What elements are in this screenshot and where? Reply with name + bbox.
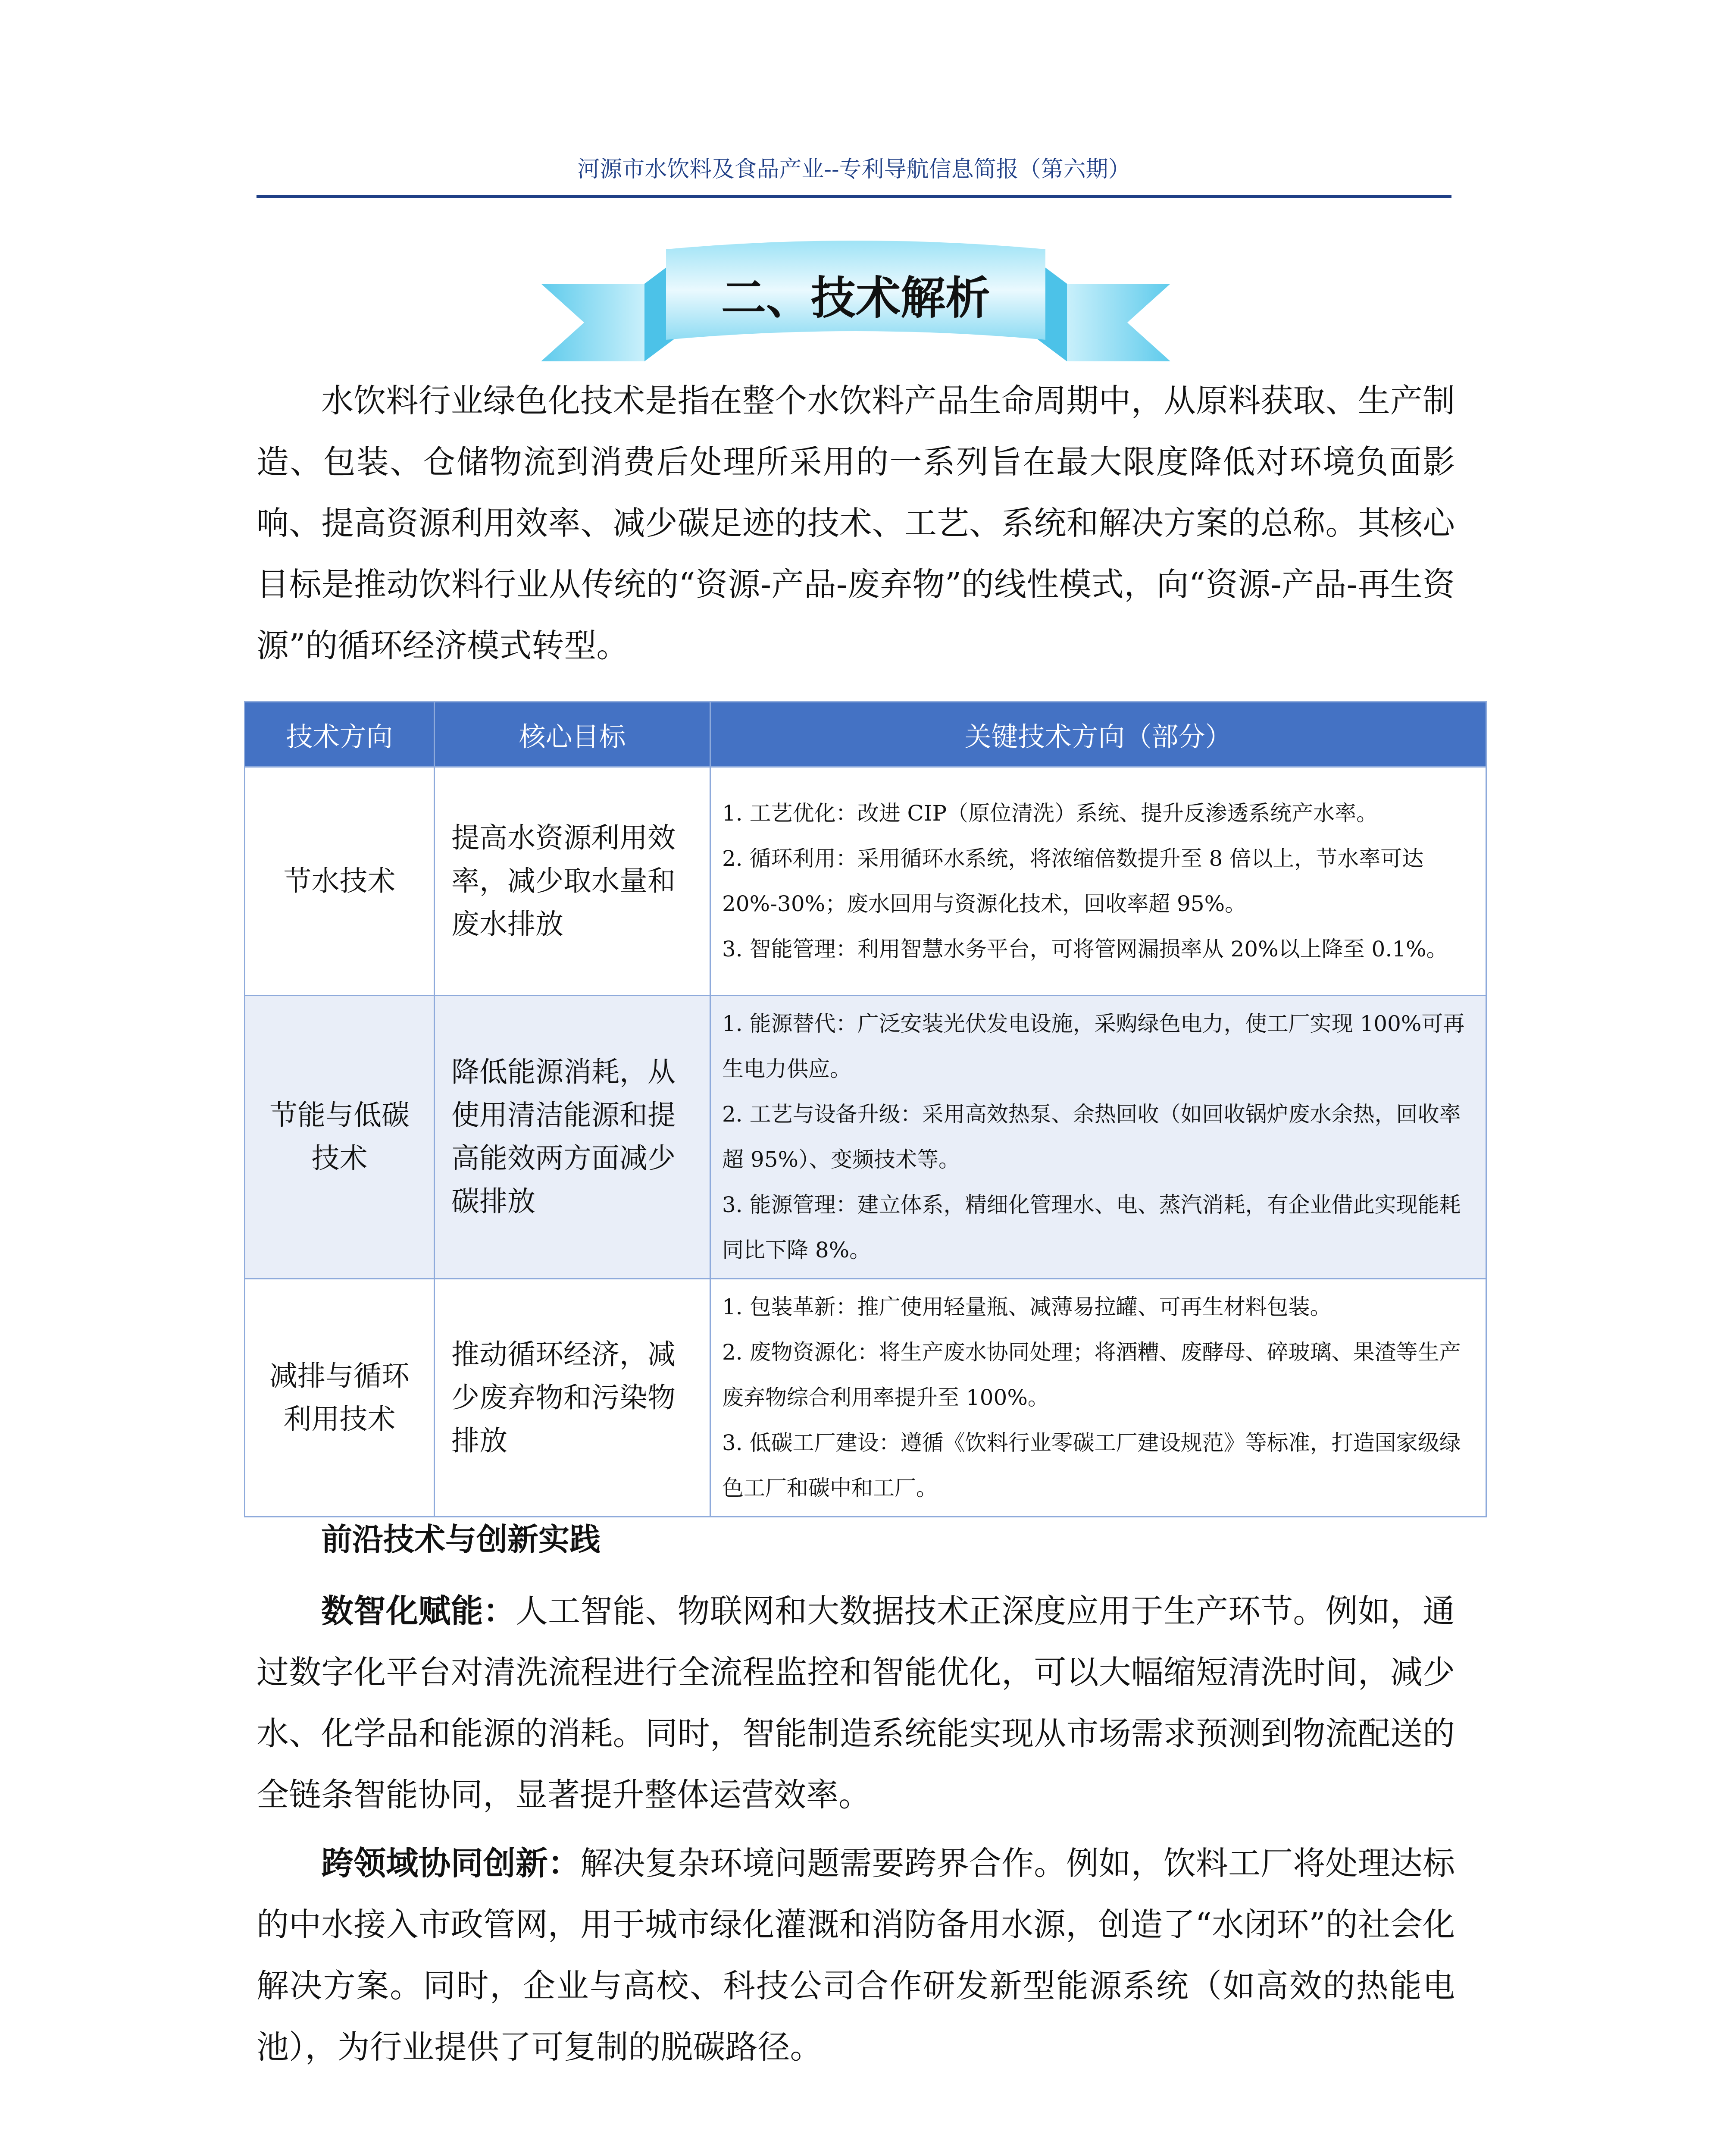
table-header-row xyxy=(245,702,1486,767)
table-row xyxy=(245,767,1486,996)
column-header-key-tech: 关键技术方向（部分） xyxy=(710,702,1486,767)
header-divider xyxy=(256,195,1451,198)
row-goal: 推动循环经济，减少废弃物和污染物排放 xyxy=(435,1279,710,1517)
key-tech-item: 1. 工艺优化：改进 CIP（原位清洗）系统、提升反渗透系统产水率。 xyxy=(722,800,1378,826)
section-title: 二、技术解析 xyxy=(721,272,990,324)
section-banner xyxy=(537,236,1175,366)
intro-paragraph: 水饮料行业绿色化技术是指在整个水饮料产品生命周期中，从原料获取、生产制造、包装、仓储物流到消费后处理所采用的一系列旨在最大限度降低对环境负面影响、提高资源利用效率、减少碳足迹的技术、工艺、系统和解决方案的总称。其核心目标是推动饮料行业从传统的“资源-产品-废弃物”的线性模式，向“资源-产品-再生资源”的循环经济模式转型。 xyxy=(256,382,1455,664)
table-row xyxy=(245,1279,1486,1517)
technology-table xyxy=(244,701,1487,1517)
key-tech-item: 1. 包装革新：推广使用轻量瓶、减薄易拉罐、可再生材料包装。 xyxy=(722,1294,1332,1319)
key-tech-item: 3. 低碳工厂建设：遵循《饮料行业零碳工厂建设规范》等标准，打造国家级绿色工厂和碳中和工厂。 xyxy=(722,1430,1461,1501)
row-key-techs xyxy=(710,996,1486,1279)
row-key-techs xyxy=(710,767,1486,996)
key-tech-item: 3. 能源管理：建立体系，精细化管理水、电、蒸汽消耗，有企业借此实现能耗同比下降 8%。 xyxy=(722,1192,1461,1263)
frontier-heading: 前沿技术与创新实践 xyxy=(321,1521,601,1557)
cross-domain-text: 解决复杂环境问题需要跨界合作。例如，饮料工厂将处理达标的中水接入市政管网，用于城市绿化灌溉和消防备用水源，创造了“水闭环”的社会化解决方案。同时，企业与高校、科技公司合作研发新型能源系统（如高效的热能电池），为行业提供了可复制的脱碳路径。 xyxy=(256,1844,1455,2066)
table-row xyxy=(245,996,1486,1279)
cross-domain-paragraph xyxy=(256,1833,1455,2078)
row-goal: 提高水资源利用效率，减少取水量和废水排放 xyxy=(435,767,710,996)
key-tech-item: 2. 工艺与设备升级：采用高效热泵、余热回收（如回收锅炉废水余热，回收率超 95%）、变频技术等。 xyxy=(722,1102,1461,1172)
row-goal: 降低能源消耗，从使用清洁能源和提高能效两方面减少碳排放 xyxy=(435,996,710,1279)
cross-domain-lead: 跨领域协同创新： xyxy=(321,1844,581,1882)
digital-text: 人工智能、物联网和大数据技术正深度应用于生产环节。例如，通过数字化平台对清洗流程进行全流程监控和智能优化，可以大幅缩短清洗时间，减少水、化学品和能源的消耗。同时，智能制造系统能实现从市场需求预测到物流配送的全链条智能协同，显著提升整体运营效率。 xyxy=(256,1592,1455,1814)
key-tech-item: 2. 循环利用：采用循环水系统，将浓缩倍数提升至 8 倍以上，节水率可达 20%-30%；废水回用与资源化技术，回收率超 95%。 xyxy=(722,846,1424,916)
row-key-techs xyxy=(710,1279,1486,1517)
key-tech-item: 3. 智能管理：利用智慧水务平台，可将管网漏损率从 20%以上降至 0.1%。 xyxy=(722,936,1448,962)
digital-lead: 数智化赋能： xyxy=(321,1592,516,1630)
key-tech-item: 1. 能源替代：广泛安装光伏发电设施，采购绿色电力，使工厂实现 100%可再生电力供应。 xyxy=(722,1011,1465,1081)
digital-paragraph xyxy=(256,1580,1455,1825)
row-direction: 节水技术 xyxy=(245,767,435,996)
running-header: 河源市水饮料及食品产业--专利导航信息简报（第六期） xyxy=(577,157,1131,182)
row-direction: 节能与低碳技术 xyxy=(245,996,435,1279)
column-header-goal: 核心目标 xyxy=(435,702,710,767)
row-direction: 减排与循环利用技术 xyxy=(245,1279,435,1517)
key-tech-item: 2. 废物资源化：将生产废水协同处理；将酒糟、废酵母、碎玻璃、果渣等生产废弃物综合利用率提升至 100%。 xyxy=(722,1340,1461,1410)
column-header-direction: 技术方向 xyxy=(245,702,435,767)
